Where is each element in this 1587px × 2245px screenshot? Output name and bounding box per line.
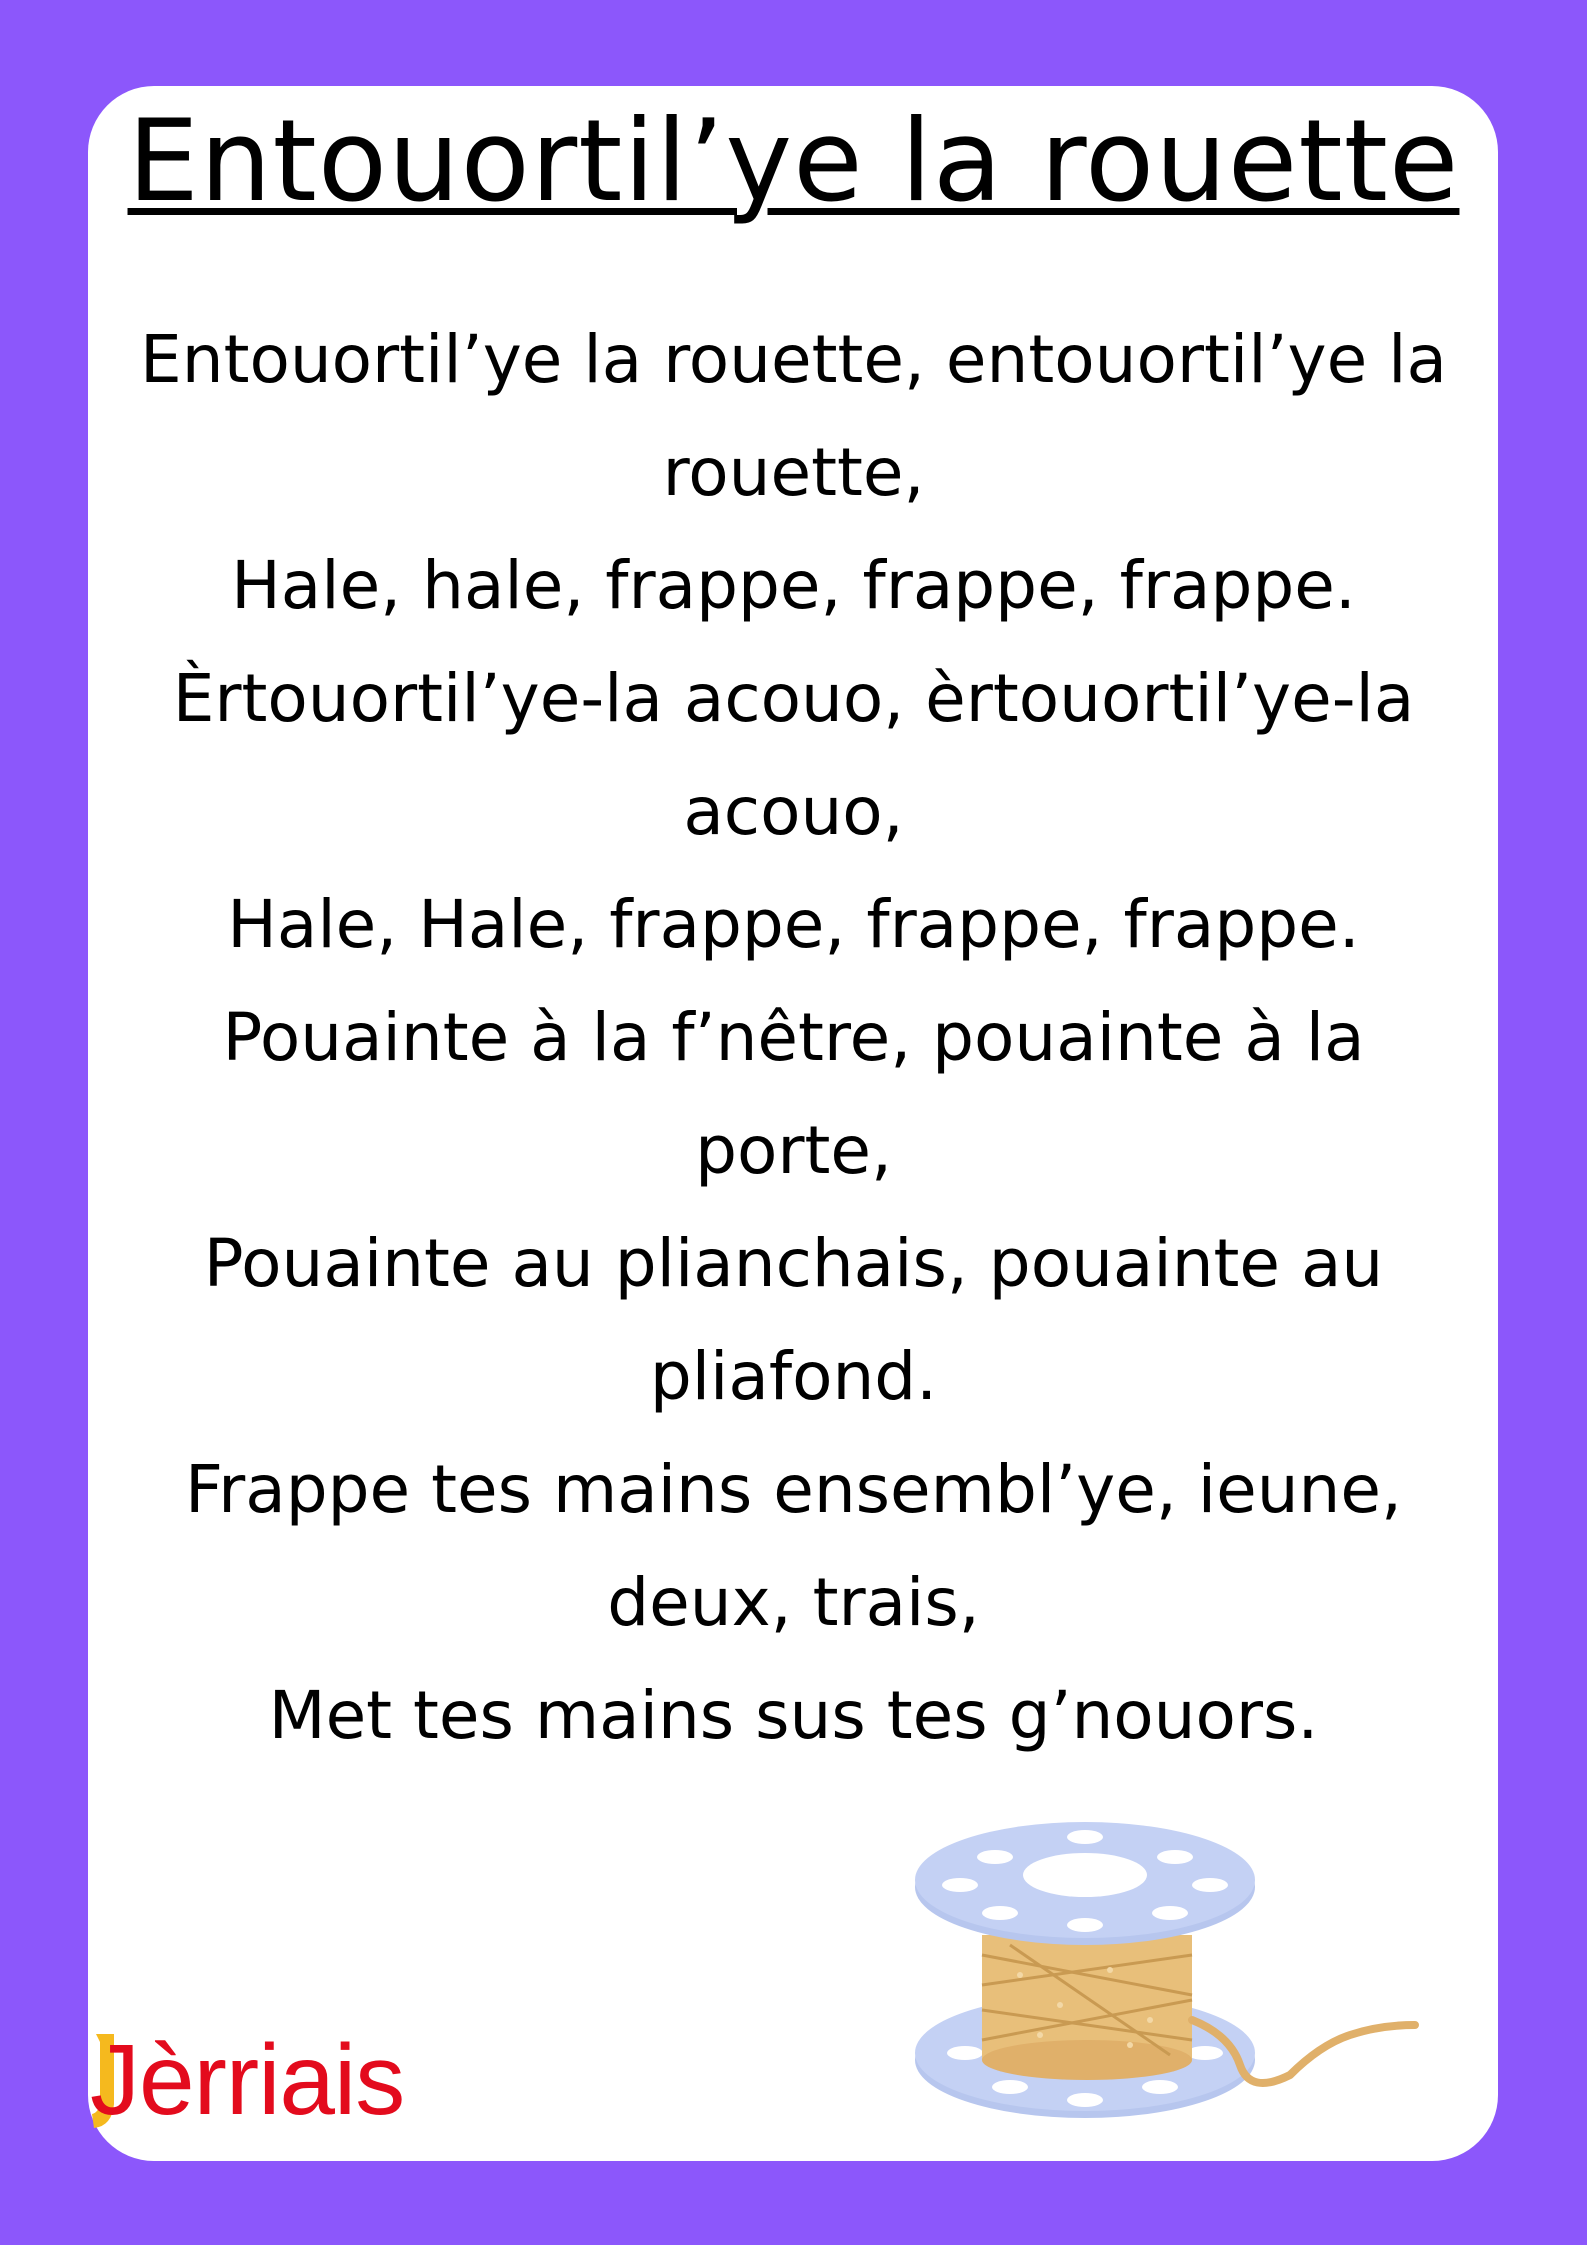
poem-line: Met tes mains sus tes g’nouors.: [268, 1677, 1319, 1754]
poem-line: Frappe tes mains ensembl’ye, ieune,: [185, 1451, 1402, 1528]
poem-line: Èrtouortil’ye-la acouo, èrtouortil’ye-la: [172, 660, 1415, 737]
poem-line: pliafond.: [649, 1338, 938, 1415]
poem-line: Pouainte à la f’nêtre, pouainte à la: [222, 999, 1365, 1076]
poem-line: acouo,: [683, 773, 904, 850]
jerriais-logo: [90, 2010, 510, 2150]
poem-line: Pouainte au plianchais, pouainte au: [203, 1225, 1384, 1302]
poem-line: Hale, Hale, frappe, frappe, frappe.: [227, 886, 1360, 963]
poem-line: rouette,: [662, 434, 925, 511]
logo-text: Jèrriais: [90, 2024, 405, 2136]
thread-spool-icon: [910, 1795, 1430, 2125]
poem-text: [120, 303, 1467, 1772]
poem-line: porte,: [695, 1112, 892, 1189]
poem-line: Hale, hale, frappe, frappe, frappe.: [231, 547, 1356, 624]
poem-line: Entouortil’ye la rouette, entouortil’ye la: [140, 321, 1447, 398]
page-title: Entouortil’ye la rouette: [127, 95, 1460, 227]
poem-line: deux, trais,: [607, 1564, 980, 1641]
